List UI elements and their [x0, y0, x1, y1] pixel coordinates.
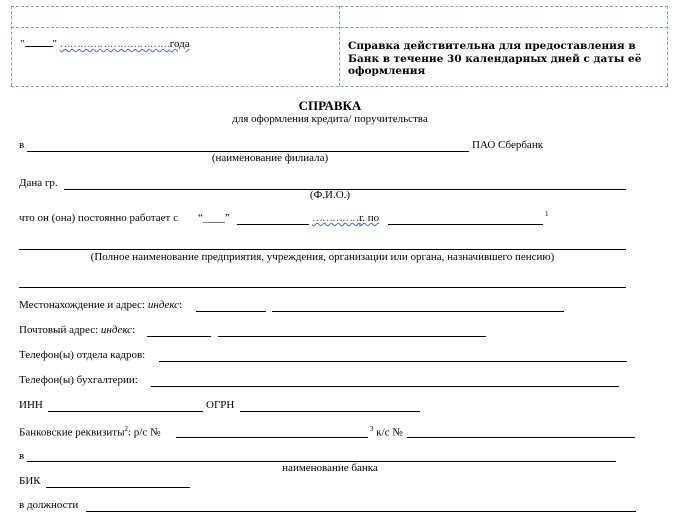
date-quote-open: " — [20, 38, 25, 50]
ogrn-line[interactable] — [240, 411, 420, 412]
org-input-line-2[interactable] — [19, 287, 626, 288]
bank-name-caption: наименование банка — [282, 462, 378, 474]
bank-name: ПАО Сбербанк — [472, 139, 544, 151]
date-quote-close: " — [52, 38, 57, 50]
works-label: что он (она) постоянно работает с — [19, 212, 178, 224]
ks-row — [370, 425, 403, 439]
branch-caption: (наименование филиала) — [211, 152, 329, 164]
acc-phone-label: Телефон(ы) бухгалтерии: — [19, 374, 138, 386]
position-line[interactable] — [86, 511, 636, 512]
ks-line[interactable] — [407, 437, 635, 438]
validity-notice: Справка действительна для предоставления в Банк в течение 30 календарных дней с даты её оформления — [348, 40, 642, 77]
bank-details-row — [19, 425, 160, 439]
works-year: г. по — [359, 212, 380, 224]
location-label: Местонахождение и адрес: — [19, 299, 146, 311]
hr-phone-line[interactable] — [159, 361, 627, 362]
org-input-line[interactable] — [19, 249, 626, 250]
doc-subtitle: для оформления кредита/ поручительства — [232, 113, 428, 125]
header-table-left-border — [11, 6, 12, 86]
header-table-bottom-border — [11, 86, 668, 87]
footnote-3: 3 — [370, 425, 374, 433]
bik-label: БИК — [19, 475, 41, 487]
header-table-middle-border — [339, 6, 340, 86]
works-quotes: “____” — [198, 212, 230, 224]
bik-line[interactable] — [46, 487, 190, 488]
postal-label: Почтовый адрес: — [19, 324, 99, 336]
postal-index-label: индекс — [100, 324, 133, 336]
location-index-label: индекс — [147, 299, 180, 311]
hr-phone-label: Телефон(ы) отдела кадров: — [19, 349, 146, 361]
position-label: в должности — [19, 499, 79, 511]
acc-phone-line[interactable] — [151, 386, 619, 387]
bank-details-label: Банковские реквизиты — [19, 426, 125, 439]
works-dots: …………… — [312, 212, 362, 224]
date-dots: …………………………… — [59, 38, 170, 50]
inn-line[interactable] — [48, 411, 203, 412]
ogrn-label: ОГРН — [206, 399, 235, 411]
header-table-right-border — [667, 6, 668, 86]
year-word: года — [169, 38, 190, 50]
location-address-line[interactable] — [272, 311, 564, 312]
org-caption: (Полное наименование предприятия, учреждения, организации или органа, назначившего пенсию) — [90, 251, 555, 263]
ks-label: к/с № — [376, 426, 403, 439]
issued-label: Дана гр. — [19, 177, 58, 189]
postal-row: Почтовый адрес: индекс: — [19, 324, 136, 336]
rs-line[interactable] — [176, 437, 368, 438]
postal-address-line[interactable] — [218, 336, 486, 337]
header-date-field — [20, 38, 190, 50]
postal-index-line[interactable] — [147, 336, 211, 337]
location-index-line[interactable] — [196, 311, 266, 312]
works-until-line[interactable] — [388, 224, 543, 225]
footnote-2: 2 — [124, 425, 128, 433]
rs-label: : р/с № — [127, 426, 161, 439]
branch-row-label: в — [19, 139, 25, 151]
inn-label: ИНН — [19, 399, 43, 411]
location-row: Местонахождение и адрес: индекс: — [19, 299, 183, 311]
footnote-1: 1 — [545, 210, 549, 218]
doc-title: СПРАВКА — [298, 98, 362, 113]
bank-row-label: в — [19, 450, 25, 462]
fio-caption: (Ф.И.О.) — [309, 189, 351, 201]
works-month-line[interactable] — [237, 224, 309, 225]
